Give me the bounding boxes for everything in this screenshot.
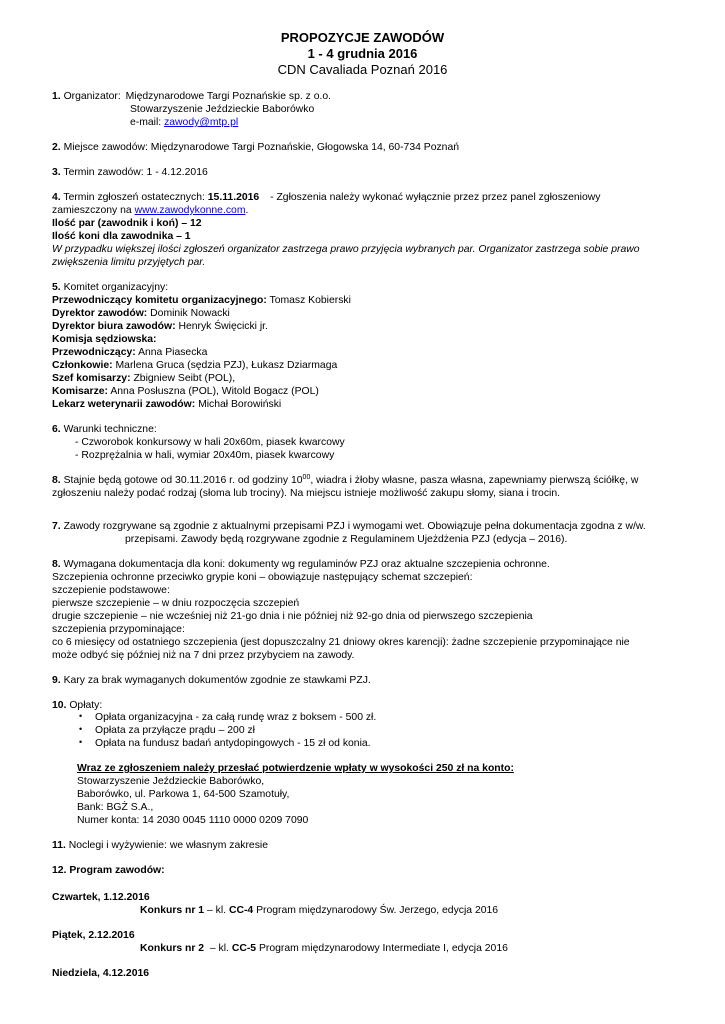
section-number: 4. bbox=[52, 192, 61, 203]
section-6-technical bbox=[52, 423, 157, 436]
committee-title: Komitet organizacyjny: bbox=[63, 282, 169, 293]
bullet-icon: • bbox=[79, 711, 83, 721]
section-9-penalties bbox=[52, 674, 371, 687]
section-number: 3. bbox=[52, 167, 61, 178]
role-label: Komisarze: bbox=[52, 386, 109, 397]
fees-title: Opłaty: bbox=[69, 700, 103, 711]
competition-program: Program międzynarodowy Intermediate I, edycja 2016 bbox=[256, 943, 508, 954]
section-7-rules bbox=[52, 520, 646, 533]
role-value: Tomasz Kobierski bbox=[269, 295, 351, 306]
committee-row bbox=[52, 320, 268, 333]
dates-text: Termin zawodów: 1 - 4.12.2016 bbox=[63, 167, 208, 178]
program-day: Czwartek, 1.12.2016 bbox=[52, 892, 150, 903]
organizer-name-2: Stowarzyszenie Jeździeckie Baborówko bbox=[130, 104, 315, 115]
section-4-deadline bbox=[52, 191, 600, 204]
lodging-text: Noclegi i wyżywienie: we własnym zakresie bbox=[68, 840, 268, 851]
competition-class: CC-4 bbox=[228, 905, 254, 916]
bullet-icon: • bbox=[79, 737, 83, 747]
rules-text: Zawody rozgrywane są zgodnie z aktualnymi przepisami PZJ i wymogami wet. Obowiązuje pełna dokumentacja zgodna z w/w. bbox=[63, 521, 646, 532]
technical-item: - Czworobok konkursowy w hali 20x60m, piasek kwarcowy bbox=[75, 437, 345, 448]
documents-text: Wymagana dokumentacja dla koni: dokumenty wg regulaminów PZJ oraz aktualne szczepienia ochronne. bbox=[63, 559, 550, 570]
competition-class: CC-5 bbox=[231, 943, 257, 954]
program-day: Niedziela, 4.12.2016 bbox=[52, 968, 150, 979]
role-label: Dyrektor biura zawodów: bbox=[52, 321, 176, 332]
role-value: Marlena Gruca (sędzia PZJ), Łukasz Dziarmaga bbox=[115, 360, 338, 371]
competition-row bbox=[140, 942, 508, 955]
role-label: Szef komisarzy: bbox=[52, 373, 131, 384]
role-value: Zbigniew Seibt (POL), bbox=[133, 373, 236, 384]
email-link[interactable]: zawody@mtp.pl bbox=[164, 117, 239, 128]
section-number: 8. bbox=[52, 475, 61, 486]
technical-item: - Rozprężalnia w hali, wymiar 20x40m, piasek kwarcowy bbox=[75, 450, 335, 461]
time-superscript: 00 bbox=[302, 474, 311, 481]
role-label: Komisja sędziowska: bbox=[52, 334, 157, 345]
vaccination-line: pierwsze szczepienie – w dniu rozpoczęcia szczepień bbox=[52, 598, 300, 609]
committee-row bbox=[52, 307, 230, 320]
section-number: 6. bbox=[52, 424, 61, 435]
event-dates: 1 - 4 grudnia 2016 bbox=[307, 46, 418, 61]
reservation-note-line-2: zwiększenia limitu przyjętych par. bbox=[52, 257, 206, 268]
role-label: Członkowie: bbox=[52, 360, 113, 371]
pairs-limit: Ilość par (zawodnik i koń) – 12 bbox=[52, 218, 202, 229]
competition-row bbox=[140, 904, 498, 917]
committee-row bbox=[52, 372, 235, 385]
committee-row bbox=[52, 398, 281, 411]
vaccination-line: co 6 miesięcy od ostatniego szczepienia (jest dopuszczalny 21 dniowy okres karencji): żadne szczepienie przypominające nie bbox=[52, 637, 630, 648]
organizer-label: Organizator: bbox=[63, 91, 121, 102]
payment-title: Wraz ze zgłoszeniem należy przesłać potwierdzenie wpłaty w wysokości 250 zł na konto: bbox=[77, 763, 514, 774]
role-value: Michał Borowiński bbox=[198, 399, 282, 410]
committee-row bbox=[52, 346, 207, 359]
section-1-organizer bbox=[52, 90, 331, 103]
role-label: Przewodniczący: bbox=[52, 347, 136, 358]
class-prefix: – kl. bbox=[204, 905, 229, 916]
stables-line-2: zgłoszeniu należy podać rodzaj (słoma lub trociny). Na miejscu istnieje możliwość zakupu słomy, siana i trocin. bbox=[52, 488, 561, 499]
committee-row bbox=[52, 359, 337, 372]
section-number: 9. bbox=[52, 675, 61, 686]
fee-item: Opłata na fundusz badań antydopingowych - 15 zł od konia. bbox=[95, 738, 371, 749]
committee-row bbox=[52, 333, 157, 346]
section-number: 7. bbox=[52, 521, 61, 532]
vaccination-line: szczepienia przypominające: bbox=[52, 624, 185, 635]
stables-text-cont: , wiadra i żłoby własne, pasza własna, zapewniamy pierwszą ściółkę, w bbox=[310, 475, 639, 486]
payment-line: Stowarzyszenie Jeździeckie Baborówko, bbox=[77, 776, 265, 787]
organizer-email-row bbox=[130, 116, 238, 129]
competition-label: Konkurs nr 1 bbox=[140, 905, 205, 916]
section-number: 10. bbox=[52, 700, 67, 711]
section-number: 1. bbox=[52, 91, 61, 102]
competition-label: Konkurs nr 2 bbox=[140, 943, 205, 954]
bullet-icon: • bbox=[79, 724, 83, 734]
deadline-note: - Zgłoszenia należy wykonać wyłącznie przez przez panel zgłoszeniowy bbox=[270, 192, 601, 203]
role-value: Dominik Nowacki bbox=[150, 308, 230, 319]
section-8-stables bbox=[52, 474, 638, 487]
section-number: 11. bbox=[52, 840, 66, 851]
payment-line: Bank: BGŻ S.A., bbox=[77, 802, 154, 813]
role-value: Anna Piasecka bbox=[138, 347, 208, 358]
fee-item: Opłata za przyłącze prądu – 200 zł bbox=[95, 725, 255, 736]
document-title: PROPOZYCJE ZAWODÓW bbox=[280, 30, 445, 45]
entry-panel-text: zamieszczony na bbox=[52, 205, 132, 216]
vaccination-line: szczepienie podstawowe: bbox=[52, 585, 170, 596]
payment-line: Baborówko, ul. Parkowa 1, 64-500 Szamotuły, bbox=[77, 789, 290, 800]
role-value: Anna Posłuszna (POL), Witold Bogacz (POL) bbox=[110, 386, 319, 397]
role-label: Dyrektor zawodów: bbox=[52, 308, 148, 319]
committee-row bbox=[52, 385, 319, 398]
vaccination-line: drugie szczepienie – nie wcześniej niż 21-go dnia i nie później niż 92-go dnia od pierwszego szczepienia bbox=[52, 611, 533, 622]
section-11-lodging bbox=[52, 839, 268, 852]
section-number: 2. bbox=[52, 142, 61, 153]
section-12-program-title: 12. Program zawodów: bbox=[52, 865, 165, 876]
period: . bbox=[245, 205, 249, 216]
section-8-documents bbox=[52, 558, 550, 571]
technical-title: Warunki techniczne: bbox=[63, 424, 157, 435]
role-label: Przewodniczący komitetu organizacyjnego: bbox=[52, 295, 267, 306]
entry-panel-link[interactable]: www.zawodykonne.com bbox=[134, 205, 246, 216]
vaccination-line: może odbyć się później niż na 7 dni przez przybyciem na zawody. bbox=[52, 650, 355, 661]
location-text: Miejsce zawodów: Międzynarodowe Targi Poznańskie, Głogowska 14, 60-734 Poznań bbox=[63, 142, 460, 153]
section-number: 5. bbox=[52, 282, 61, 293]
deadline-label: Termin zgłoszeń ostatecznych: bbox=[63, 192, 205, 203]
horses-limit: Ilość koni dla zawodnika – 1 bbox=[52, 231, 191, 242]
reservation-note-line-1: W przypadku większej ilości zgłoszeń organizator zastrzega prawo przyjęcia wybranych par. Organizator zastrzega sobie prawo bbox=[52, 244, 640, 255]
vaccination-line: Szczepienia ochronne przeciwko grypie koni – obowiązuje następujący schemat szczepień: bbox=[52, 572, 473, 583]
penalties-text: Kary za brak wymaganych dokumentów zgodnie ze stawkami PZJ. bbox=[63, 675, 371, 686]
fee-item: Opłata organizacyjna - za całą rundę wraz z boksem - 500 zł. bbox=[95, 712, 377, 723]
program-day: Piątek, 2.12.2016 bbox=[52, 930, 135, 941]
section-3-dates bbox=[52, 166, 208, 179]
email-label: e-mail: bbox=[130, 117, 162, 128]
role-label: Lekarz weterynarii zawodów: bbox=[52, 399, 196, 410]
deadline-date: 15.11.2016 bbox=[207, 192, 260, 203]
stables-text: Stajnie będą gotowe od 30.11.2016 r. od godziny 10 bbox=[63, 475, 303, 486]
committee-row bbox=[52, 294, 351, 307]
event-venue: CDN Cavaliada Poznań 2016 bbox=[277, 62, 448, 77]
section-number: 8. bbox=[52, 559, 61, 570]
rules-line-2: przepisami. Zawody będą rozgrywane zgodnie z Regulaminem Ujeżdżenia PZJ (edycja – 2016). bbox=[125, 534, 568, 545]
role-value: Henryk Święcicki jr. bbox=[178, 321, 268, 332]
section-5-committee-title bbox=[52, 281, 168, 294]
section-2-location bbox=[52, 141, 459, 154]
bank-account-number: Numer konta: 14 2030 0045 1110 0000 0209 7090 bbox=[77, 815, 309, 826]
class-prefix: – kl. bbox=[204, 943, 232, 954]
entry-panel-row bbox=[52, 204, 248, 217]
organizer-name-1: Międzynarodowe Targi Poznańskie sp. z o.o. bbox=[125, 91, 332, 102]
competition-program: Program międzynarodowy Św. Jerzego, edycja 2016 bbox=[253, 905, 499, 916]
